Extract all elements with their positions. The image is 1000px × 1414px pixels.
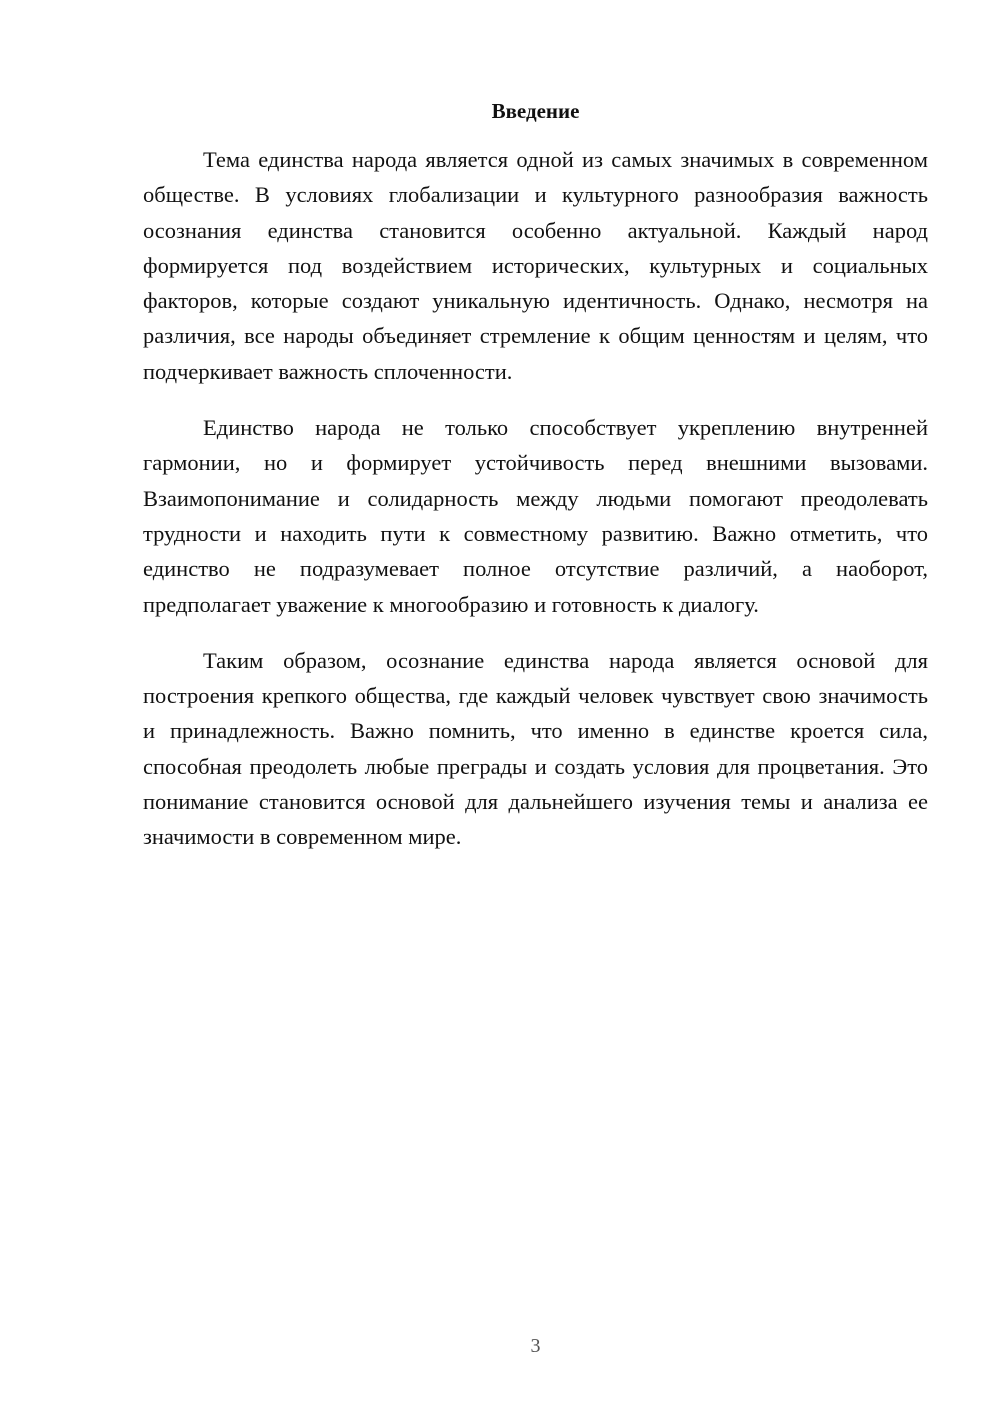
page-number: 3: [530, 1335, 541, 1357]
paragraph-1: Тема единства народа является одной из самых значимых в современном обществе. В условиях глобализации и культурного разнообразия важность осознания единства становится особенно актуальной. Каждый народ формируется под воздействием исторических, культурных и социальных факторов, которые создают уникальную идентичность. Однако, несмотря на различия, все народы объединяет стремление к общим ценностям и целям, что подчеркивает важность сплоченности.: [143, 147, 928, 384]
section-title: Введение: [491, 99, 580, 123]
document-body: [143, 142, 928, 876]
paragraph-3: Таким образом, осознание единства народа является основой для построения крепкого общества, где каждый человек чувствует свою значимость и принадлежность. Важно помнить, что именно в единстве кроется сила, способная преодолеть любые преграды и создать условия для процветания. Это понимание становится основой для дальнейшего изучения темы и анализа ее значимости в современном мире.: [143, 647, 928, 850]
paragraph-2: Единство народа не только способствует укреплению внутренней гармонии, но и формирует устойчивость перед внешними вызовами. Взаимопонимание и солидарность между людьми помогают преодолевать трудности и находить пути к совместному развитию. Важно отметить, что единство не подразумевает полное отсутствие различий, а наоборот, предполагает уважение к многообразию и готовность к диалогу.: [143, 415, 928, 617]
